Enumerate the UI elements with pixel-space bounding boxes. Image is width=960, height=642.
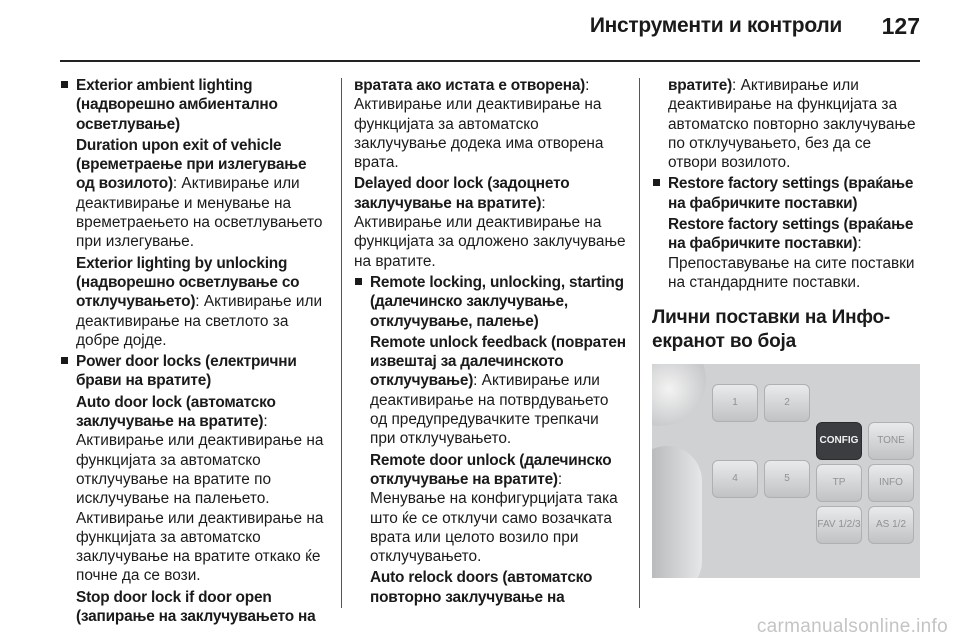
entry-title: Auto door lock (автоматско заклучување на вратите): [76, 393, 276, 431]
column-1: [60, 76, 328, 628]
bullet-icon: [355, 278, 362, 285]
preset-button-2: 2: [764, 384, 810, 422]
entry-title: Duration upon exit of vehicle (времетраење при излегување од возилото): [76, 136, 307, 193]
header-divider: [60, 60, 920, 62]
watermark: carmanualsonline.info: [756, 616, 948, 637]
bullet-icon: [653, 179, 660, 186]
fav-button: FAV 1/2/3: [816, 506, 862, 544]
section-heading: Лични поставки на Инфо-екранот во боја: [652, 307, 891, 353]
preset-button-1: 1: [712, 384, 758, 422]
column-divider-2: [639, 78, 640, 608]
entry-title: вратата ако истата е отворена): [354, 77, 586, 94]
entry-text: : Активирање или деактивирање на функцијата за автоматско отклучување на вратите по исклучување на палењето. Активирање или деактивирање на функцијата за автоматско заклучување на вратите откако ќе почне да се вози.: [76, 413, 324, 585]
column-2: [354, 76, 626, 609]
entry-text: : Активирање или деактивирање на функцијата за одложено заклучување на вратите.: [354, 194, 626, 270]
side-knob-icon: [652, 446, 702, 578]
tone-button: TONE: [868, 422, 914, 460]
as-button: AS 1/2: [868, 506, 914, 544]
bullet-icon: [61, 357, 68, 364]
entry-text: : Препоставување на сите поставки на стандардните поставки.: [668, 235, 915, 291]
item-title: Remote locking, unlocking, starting (далечинско заклучување, отклучување, палење): [370, 273, 624, 330]
sub-entry: [354, 174, 626, 270]
list-item-remote-locking: [354, 273, 626, 607]
item-title: Exterior ambient lighting (надворешно амбиентално осветлување): [76, 77, 278, 133]
entry-title: Delayed door lock (задоцнето заклучување на вратите): [354, 175, 570, 212]
entry-title: вратите): [668, 77, 733, 94]
item-title: Power door locks (електрични брави на вратите): [76, 353, 297, 390]
entry-title: Remote unlock feedback (повратен извештај за далечинското отклучување): [370, 333, 626, 390]
page-header: [0, 0, 960, 62]
entry-title: Remote door unlock (далечинско отклучување на вратите): [370, 451, 612, 488]
preset-button-4: 4: [712, 460, 758, 498]
entry-text: : Активирање или деактивирање на функцијата за автоматско заклучување додека има отворена врата.: [354, 77, 604, 172]
config-button: CONFIG: [816, 422, 862, 460]
sub-entry: [76, 254, 328, 350]
entry-title: Stop door lock if door open (запирање на заклучувањето на: [76, 588, 316, 626]
entry-title: Restore factory settings (враќање на фабричките поставки): [668, 216, 914, 253]
control-panel-illustration: [652, 364, 920, 578]
entry-title: Auto relock doors (автоматско повторно заклучување на: [370, 569, 593, 606]
entry-text: : Активирање или деактивирање и менување на времетраењето на осветлувањето при излегување.: [76, 175, 323, 251]
info-button: INFO: [868, 464, 914, 502]
preset-button-5: 5: [764, 460, 810, 498]
sub-entry: [370, 451, 626, 567]
list-item-power-door-locks: [60, 352, 328, 626]
sub-entry: [668, 215, 922, 292]
sub-entry: [76, 136, 328, 252]
entry-text: : Менување на конфигурцијата така што ќе се отклучи само возачката врата или целото возило при отклучувањето.: [370, 470, 618, 566]
sub-entry: [76, 393, 328, 586]
item-title: Restore factory settings (враќање на фабричките поставки): [668, 175, 914, 212]
chapter-title: Инструменти и контроли: [589, 14, 842, 37]
sub-entry: [354, 76, 626, 172]
entry-text: : Активирање или деактивирање на потврдувањето од предупредувачките трепкачи при отклучувањето.: [370, 372, 609, 448]
entry-title: Exterior lighting by unlocking (надворешно осветлување со отклучувањето): [76, 254, 300, 311]
entry-text: : Активирање или деактивирање на функцијата за автоматско повторно заклучување по отклучувањето, без да се отвори возилото.: [668, 77, 916, 172]
list-item-exterior-ambient-lighting: [60, 76, 328, 350]
bullet-icon: [61, 81, 68, 88]
rotary-knob-icon: [652, 364, 706, 426]
column-divider-1: [341, 78, 342, 608]
page-number: 127: [881, 13, 920, 39]
list-item-restore-factory-settings: [652, 174, 922, 292]
sub-entry: [370, 333, 626, 449]
entry-text: : Активирање или деактивирање на светлото за добре дојде.: [76, 293, 323, 349]
tp-button: TP: [816, 464, 862, 502]
sub-entry: [652, 76, 922, 172]
column-3: [652, 76, 922, 578]
